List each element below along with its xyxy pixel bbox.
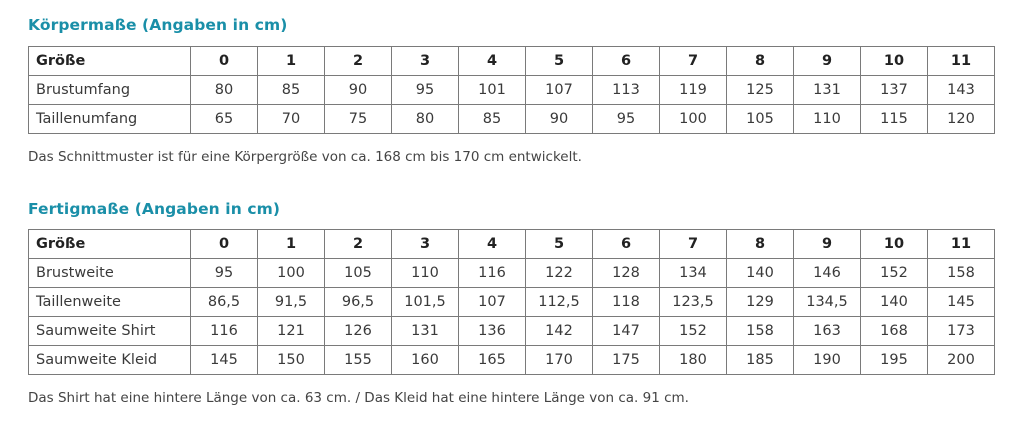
header-cell: 8	[727, 230, 794, 259]
koerpermasse-title: Körpermaße (Angaben in cm)	[28, 16, 288, 34]
header-cell: 10	[861, 230, 928, 259]
header-cell: 8	[727, 47, 794, 76]
table-cell: 100	[258, 259, 325, 288]
header-cell: 4	[459, 230, 526, 259]
table-cell: 125	[727, 76, 794, 105]
table-row	[29, 346, 995, 375]
table-cell: 128	[593, 259, 660, 288]
table-cell: 96,5	[325, 288, 392, 317]
header-cell: 6	[593, 47, 660, 76]
table-cell: 110	[392, 259, 459, 288]
koerpermasse-table	[28, 46, 995, 134]
table-cell: 131	[794, 76, 861, 105]
table-header-row	[29, 47, 995, 76]
table-cell: 70	[258, 105, 325, 134]
table-cell: 95	[392, 76, 459, 105]
table-cell: 152	[861, 259, 928, 288]
table-cell: 185	[727, 346, 794, 375]
fertigmasse-title: Fertigmaße (Angaben in cm)	[28, 200, 281, 218]
table-cell: 131	[392, 317, 459, 346]
table-cell: 90	[325, 76, 392, 105]
table-cell: 163	[794, 317, 861, 346]
row-label: Brustweite	[29, 259, 191, 288]
table-cell: 101,5	[392, 288, 459, 317]
table-cell: 168	[861, 317, 928, 346]
table-cell: 195	[861, 346, 928, 375]
table-cell: 140	[861, 288, 928, 317]
table-header-row	[29, 230, 995, 259]
table-cell: 75	[325, 105, 392, 134]
row-label: Brustumfang	[29, 76, 191, 105]
header-cell: 2	[325, 47, 392, 76]
table-cell: 120	[928, 105, 995, 134]
table-cell: 147	[593, 317, 660, 346]
header-cell: 4	[459, 47, 526, 76]
table-cell: 119	[660, 76, 727, 105]
header-cell: 3	[392, 230, 459, 259]
table-cell: 85	[459, 105, 526, 134]
table-cell: 152	[660, 317, 727, 346]
table-cell: 126	[325, 317, 392, 346]
table-cell: 142	[526, 317, 593, 346]
table-cell: 101	[459, 76, 526, 105]
table-cell: 180	[660, 346, 727, 375]
row-label: Taillenumfang	[29, 105, 191, 134]
table-row	[29, 288, 995, 317]
header-cell: 0	[191, 230, 258, 259]
fertigmasse-table	[28, 229, 995, 375]
table-cell: 113	[593, 76, 660, 105]
header-cell: 9	[794, 47, 861, 76]
table-cell: 143	[928, 76, 995, 105]
table-cell: 107	[459, 288, 526, 317]
table-cell: 170	[526, 346, 593, 375]
header-cell: 7	[660, 230, 727, 259]
row-label: Taillenweite	[29, 288, 191, 317]
table-cell: 145	[928, 288, 995, 317]
table-cell: 105	[325, 259, 392, 288]
row-label: Saumweite Kleid	[29, 346, 191, 375]
header-cell: 6	[593, 230, 660, 259]
table-cell: 105	[727, 105, 794, 134]
table-cell: 123,5	[660, 288, 727, 317]
table-cell: 140	[727, 259, 794, 288]
header-cell: 0	[191, 47, 258, 76]
table-cell: 137	[861, 76, 928, 105]
table-cell: 116	[459, 259, 526, 288]
table-cell: 100	[660, 105, 727, 134]
header-cell: 9	[794, 230, 861, 259]
header-cell: 3	[392, 47, 459, 76]
table-cell: 155	[325, 346, 392, 375]
table-cell: 90	[526, 105, 593, 134]
header-cell: 5	[526, 47, 593, 76]
table-cell: 129	[727, 288, 794, 317]
table-cell: 65	[191, 105, 258, 134]
table-cell: 190	[794, 346, 861, 375]
table-cell: 150	[258, 346, 325, 375]
header-cell: 11	[928, 230, 995, 259]
table-cell: 146	[794, 259, 861, 288]
table-cell: 116	[191, 317, 258, 346]
table-row	[29, 76, 995, 105]
table-cell: 165	[459, 346, 526, 375]
table-cell: 107	[526, 76, 593, 105]
table-cell: 200	[928, 346, 995, 375]
header-cell: 1	[258, 230, 325, 259]
table-cell: 86,5	[191, 288, 258, 317]
table-cell: 160	[392, 346, 459, 375]
header-cell: 2	[325, 230, 392, 259]
table-cell: 158	[727, 317, 794, 346]
header-cell: 11	[928, 47, 995, 76]
table-cell: 91,5	[258, 288, 325, 317]
table-row	[29, 259, 995, 288]
table-cell: 115	[861, 105, 928, 134]
header-cell: 1	[258, 47, 325, 76]
header-cell: Größe	[29, 230, 191, 259]
header-cell: 5	[526, 230, 593, 259]
table-cell: 110	[794, 105, 861, 134]
table-cell: 158	[928, 259, 995, 288]
table-row	[29, 105, 995, 134]
table-cell: 134	[660, 259, 727, 288]
koerpermasse-note: Das Schnittmuster ist für eine Körpergröße von ca. 168 cm bis 170 cm entwickelt.	[28, 149, 582, 165]
table-cell: 122	[526, 259, 593, 288]
table-cell: 80	[392, 105, 459, 134]
table-cell: 175	[593, 346, 660, 375]
row-label: Saumweite Shirt	[29, 317, 191, 346]
table-cell: 136	[459, 317, 526, 346]
table-row	[29, 317, 995, 346]
table-cell: 80	[191, 76, 258, 105]
fertigmasse-note: Das Shirt hat eine hintere Länge von ca. 63 cm. / Das Kleid hat eine hintere Länge von ca. 91 cm.	[28, 390, 689, 406]
table-cell: 134,5	[794, 288, 861, 317]
header-cell: Größe	[29, 47, 191, 76]
table-cell: 173	[928, 317, 995, 346]
header-cell: 10	[861, 47, 928, 76]
header-cell: 7	[660, 47, 727, 76]
table-cell: 121	[258, 317, 325, 346]
table-cell: 145	[191, 346, 258, 375]
table-cell: 118	[593, 288, 660, 317]
table-cell: 112,5	[526, 288, 593, 317]
table-cell: 95	[593, 105, 660, 134]
table-cell: 95	[191, 259, 258, 288]
table-cell: 85	[258, 76, 325, 105]
